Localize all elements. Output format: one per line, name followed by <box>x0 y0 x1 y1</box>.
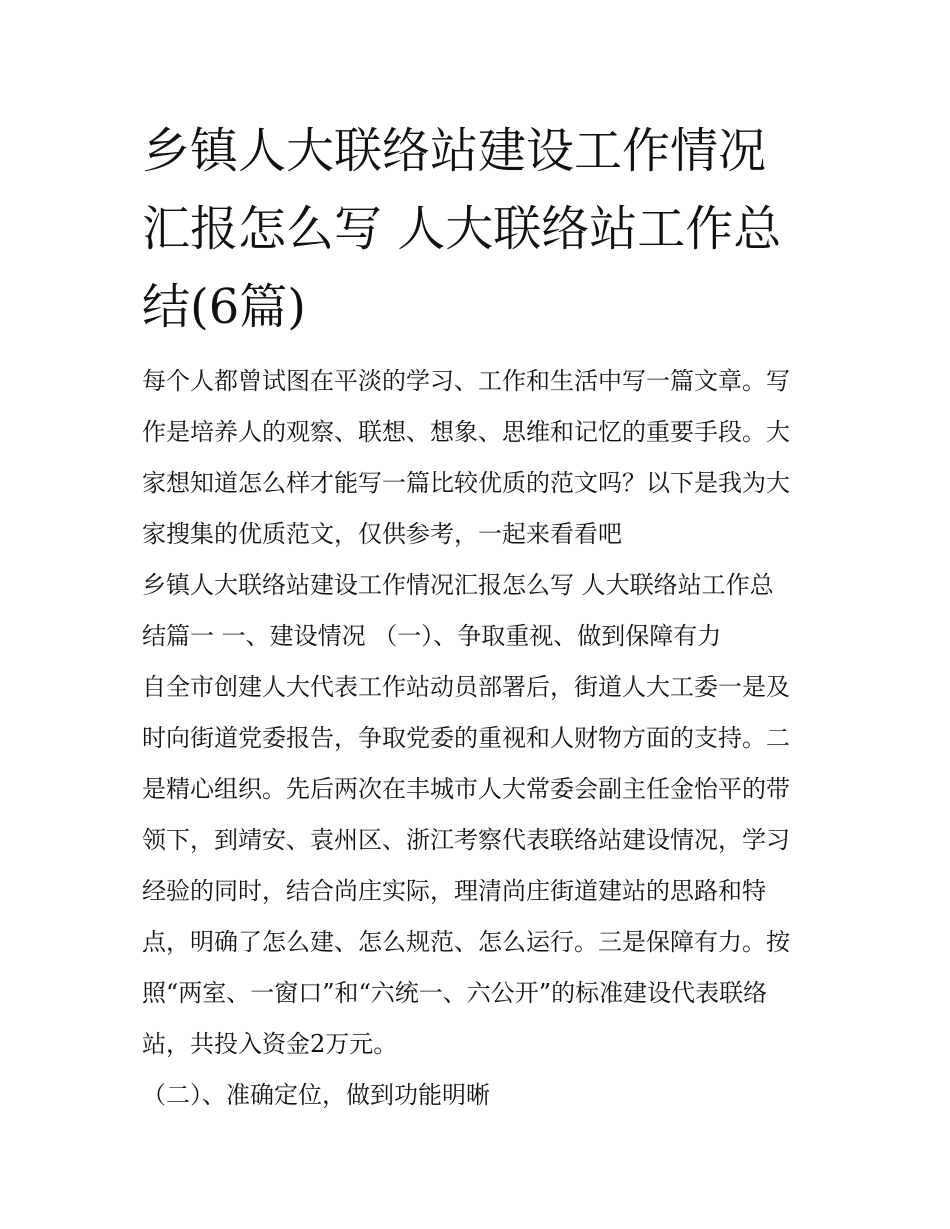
body-line: 自全市创建人大代表工作站动员部署后，街道人大工委一是及 <box>142 673 790 701</box>
body-line: 点，明确了怎么建、怎么规范、怎么运行。三是保障有力。按 <box>142 928 790 956</box>
body-line: 乡镇人大联络站建设工作情况汇报怎么写 人大联络站工作总 <box>142 571 774 599</box>
body-line: 每个人都曾试图在平淡的学习、工作和生活中写一篇文章。写 <box>142 367 790 395</box>
document-title <box>142 112 822 346</box>
body-line: 家搜集的优质范文，仅供参考，一起来看看吧 <box>142 520 622 548</box>
body-line: 家想知道怎么样才能写一篇比较优质的范文吗？以下是我为大 <box>142 469 790 497</box>
body-line: 作是培养人的观察、联想、想象、思维和记忆的重要手段。大 <box>142 418 790 446</box>
document-body <box>142 356 822 1121</box>
body-line: 领下，到靖安、袁州区、浙江考察代表联络站建设情况，学习 <box>142 826 790 854</box>
body-line: （二）、准确定位，做到功能明晰 <box>142 1081 490 1109</box>
body-line: 时向街道党委报告，争取党委的重视和人财物方面的支持。二 <box>142 724 790 752</box>
body-line: 经验的同时，结合尚庄实际，理清尚庄街道建站的思路和特 <box>142 877 766 905</box>
title-line: 乡镇人大联络站建设工作情况 <box>142 123 767 179</box>
body-line: 照“两室、一窗口”和“六统一、六公开”的标准建设代表联络 <box>142 979 768 1007</box>
title-line: 汇报怎么写 人大联络站工作总 <box>142 201 782 257</box>
body-line: 结篇一 一、建设情况 （一）、争取重视、做到保障有力 <box>142 622 722 650</box>
body-line: 站，共投入资金2万元。 <box>142 1030 398 1058</box>
title-line: 结(6篇) <box>142 279 306 335</box>
body-line: 是精心组织。先后两次在丰城市人大常委会副主任金怡平的带 <box>142 775 790 803</box>
